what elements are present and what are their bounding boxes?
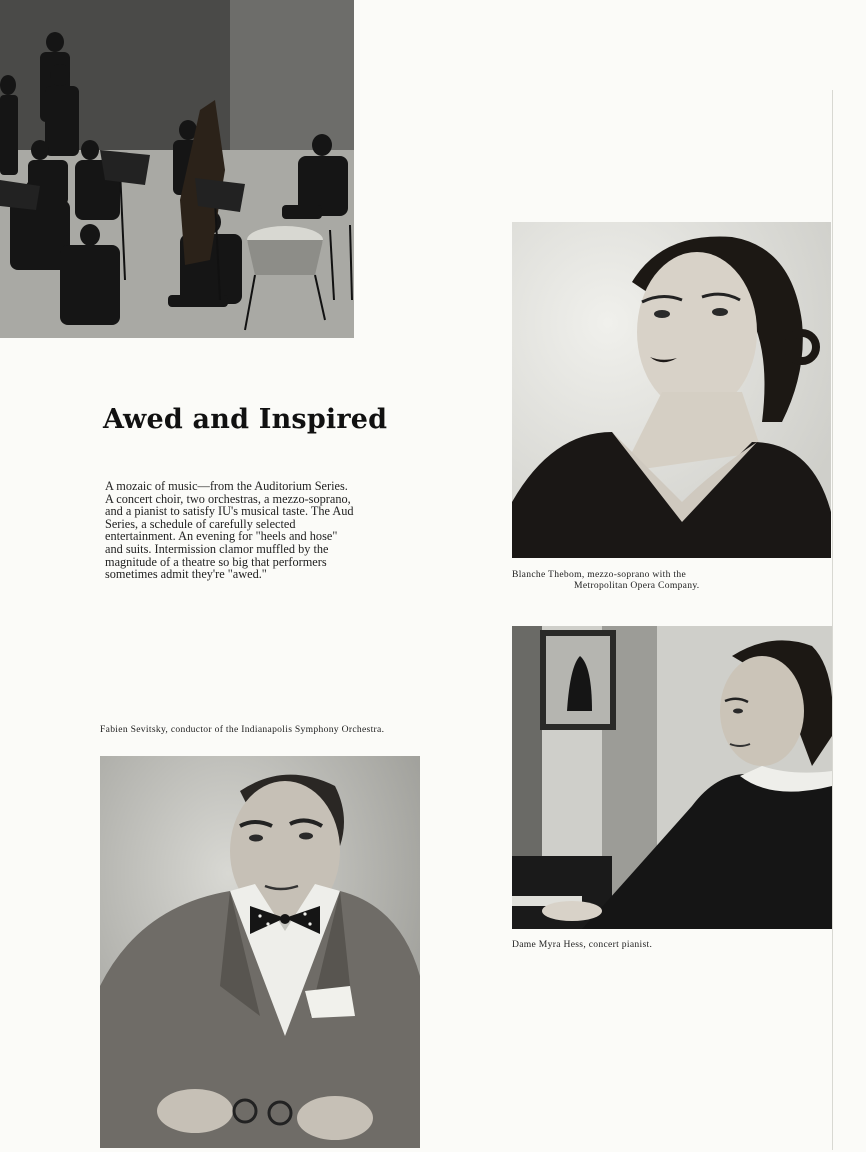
myra-hess-photo (512, 626, 832, 929)
caption-thebom-line1: Blanche Thebom, mezzo-soprano with the (512, 569, 687, 580)
orchestra-photo (0, 0, 354, 338)
caption-fabien-sevitsky: Fabien Sevitsky, conductor of the Indianapolis Symphony Orchestra. (100, 724, 385, 735)
caption-blanche-thebom (512, 569, 832, 591)
article-body: A mozaic of music—from the Auditorium Series. A concert choir, two orchestras, a mezzo-soprano, and a pianist to satisfy IU's musical taste. The Aud Series, a schedule of carefully selected entertainment. An evening for "heels and hose" and suits. Intermission clamor muffled by the magnitude of a theatre so big that performers sometimes admit they're "awed." (105, 479, 354, 582)
fabien-sevitsky-portrait (100, 756, 420, 1148)
headline: Awed and Inspired (103, 404, 388, 435)
page-edge (832, 90, 833, 1150)
caption-thebom-line2: Metropolitan Opera Company. (574, 580, 700, 591)
caption-myra-hess: Dame Myra Hess, concert pianist. (512, 939, 653, 950)
blanche-thebom-portrait (512, 222, 831, 558)
